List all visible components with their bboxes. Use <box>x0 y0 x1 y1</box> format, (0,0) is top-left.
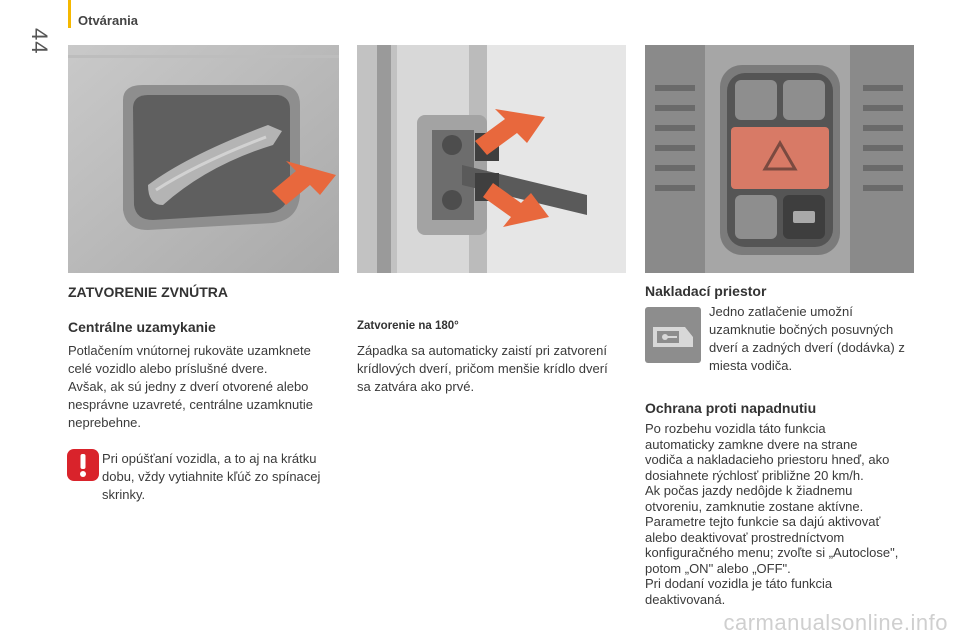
text-line: automaticky zamkne dvere na strane <box>645 436 858 452</box>
text-line: Jedno zatlačenie umožní <box>709 304 853 319</box>
closing-180-text <box>357 342 632 396</box>
text-line: vodiča a nakladacieho priestoru hneď, ako <box>645 452 890 467</box>
text-line: dverí a zadných dverí (dodávka) z <box>709 340 905 355</box>
warning-text <box>102 450 342 504</box>
main-heading: ZATVORENIE ZVNÚTRA <box>68 284 228 300</box>
anti-theft-heading: Ochrana proti napadnutiu <box>645 400 817 416</box>
text-line: Pri dodaní vozidla je táto funkcia <box>645 576 833 591</box>
text-line: dosiahnete rýchlosť približne 20 km/h. <box>645 467 864 483</box>
text-line: potom „ON" alebo „OFF". <box>645 560 791 576</box>
text-line: Avšak, ak sú jedny z dverí otvorené alebo <box>68 379 309 394</box>
warning-icon <box>66 448 100 482</box>
door-hinge-illustration <box>357 45 626 273</box>
text-line: neprebehne. <box>68 415 142 430</box>
text-line: Západka sa automaticky zaistí pri zatvorení <box>357 343 608 358</box>
watermark[interactable]: carmanualsonline.info <box>723 610 948 635</box>
cargo-text <box>709 303 929 375</box>
text-line: konfiguračného menu; zvoľte si „Autoclose", <box>645 545 899 560</box>
text-line: celé vozidlo alebo príslušné dvere. <box>68 361 268 376</box>
text-line: alebo deaktivovať prostredníctvom <box>645 529 845 545</box>
cargo-heading: Nakladací priestor <box>645 283 767 299</box>
text-line: otvoreniu, zamknutie zostane aktívne. <box>645 498 864 514</box>
cargo-lock-icon <box>793 211 815 223</box>
text-line: miesta vodiča. <box>709 358 793 373</box>
section-accent-bar <box>68 0 71 28</box>
central-locking-heading: Centrálne uzamykanie <box>68 319 216 335</box>
text-line: uzamknutie bočných posuvných <box>709 322 894 337</box>
text-line: Ak počas jazdy nedôjde k žiadnemu <box>645 483 853 498</box>
text-line: Parametre tejto funkcie sa dajú aktivovať <box>645 514 881 529</box>
text-line: deaktivovaná. <box>645 591 726 607</box>
text-line: dobu, vždy vytiahnite kľúč zo spínacej <box>102 469 321 484</box>
text-line: Po rozbehu vozidla táto funkcia <box>645 421 826 436</box>
text-line: krídlových dverí, pričom menšie krídlo dverí <box>357 361 608 376</box>
central-locking-text <box>68 342 348 432</box>
page-number: 44 <box>27 28 52 55</box>
section-title: Otvárania <box>78 13 138 28</box>
text-line: Potlačením vnútornej rukoväte uzamknete <box>68 343 311 358</box>
cargo-lock-icon <box>645 307 701 363</box>
closing-180-heading: Zatvorenie na 180° <box>357 320 459 332</box>
door-handle-illustration <box>68 45 339 273</box>
text-line: Pri opúšťaní vozidla, a to aj na krátku <box>102 451 317 466</box>
hazard-button <box>731 127 829 189</box>
text-line: sa zatvára ako prvé. <box>357 379 475 394</box>
dashboard-buttons-illustration <box>645 45 914 273</box>
anti-theft-text <box>645 421 935 607</box>
text-line: nesprávne uzavreté, centrálne uzamknutie <box>68 397 313 412</box>
text-line: skrinky. <box>102 487 146 502</box>
